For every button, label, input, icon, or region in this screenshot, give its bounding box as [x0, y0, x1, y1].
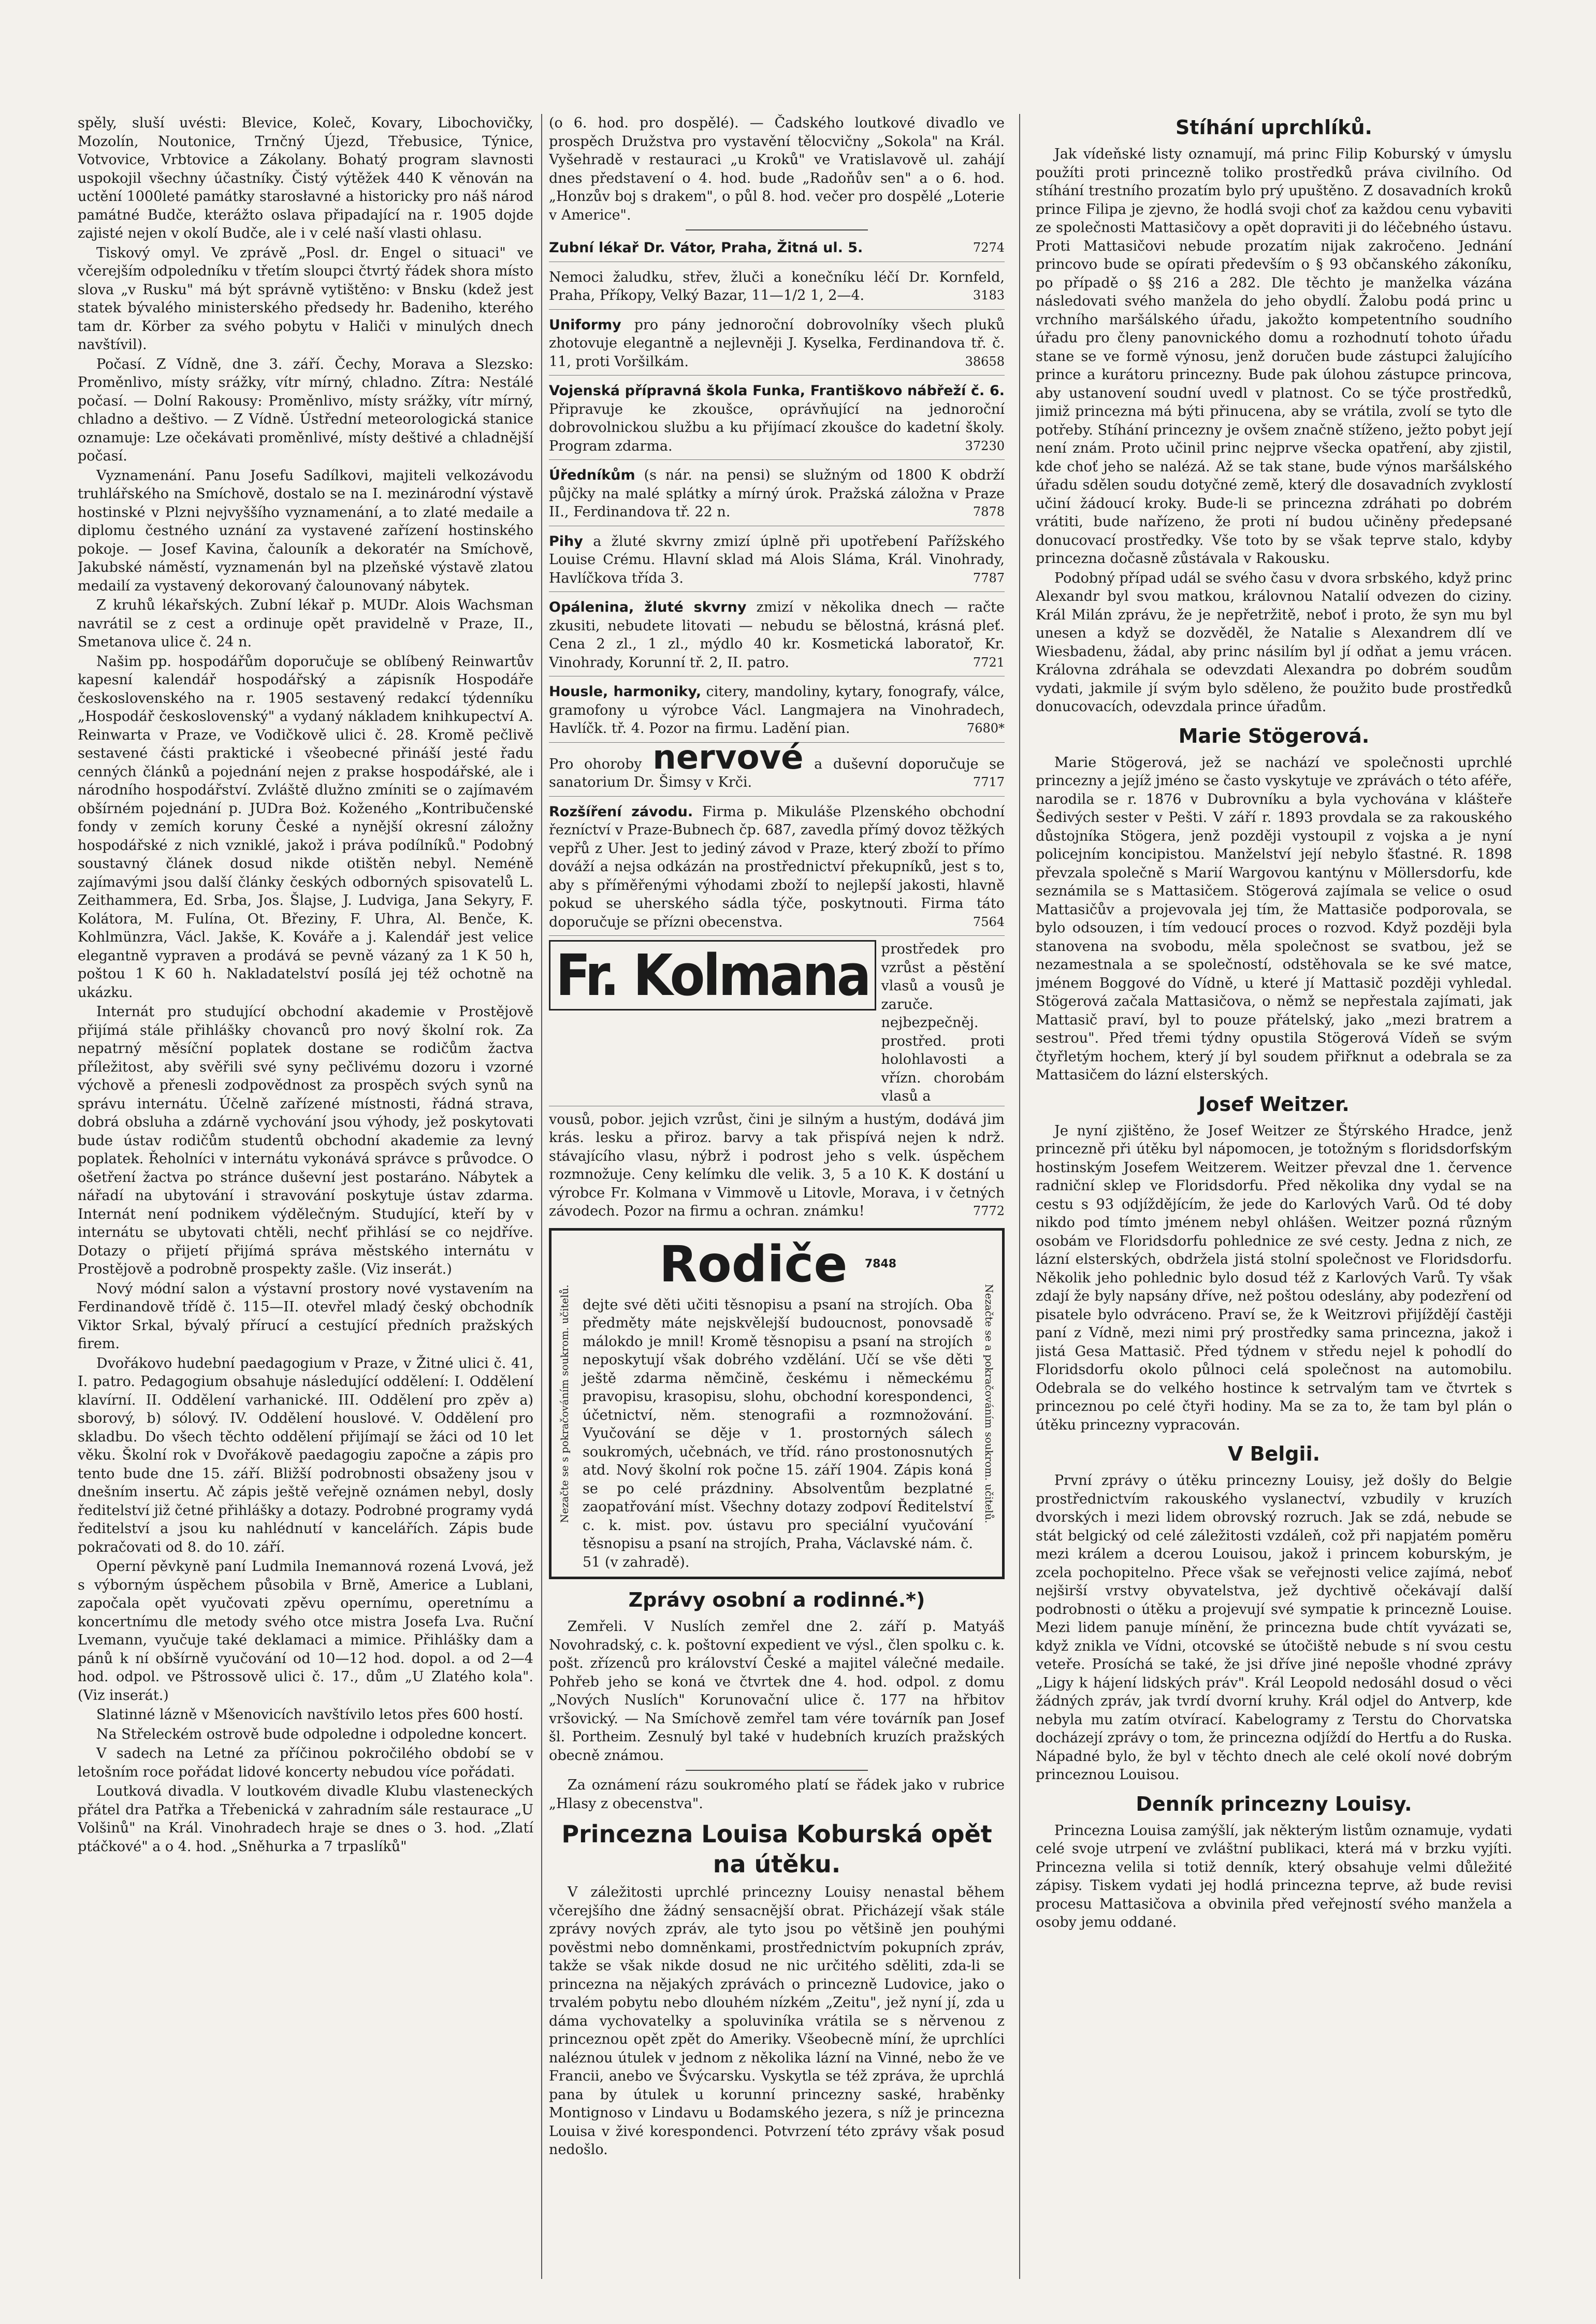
newspaper-page: [78, 114, 1548, 2279]
kolman-logo: Fr. Kolmana: [549, 940, 876, 1011]
section-heading: Stíhání uprchlíků.: [1176, 116, 1372, 139]
ad-number: 3183: [973, 288, 1005, 302]
ad-body: (s nár. na pensi) se služným od 1800 K obdrží půjčky na malé splátky a mírný úrok. Pražská záložna v Praze II., Ferdinandova tř. 22 n.: [549, 467, 1005, 520]
ad-number: 38658: [965, 354, 1005, 369]
news-paragraph: Jak vídeňské listy oznamují, má princ Filip Koburský v úmyslu použíti proti princezně toliko prostředků práva civilního. Od stíhání trestního prozatím bylo prý upuštěno. Z dosavadních kroků prince Filipa je zjevno, že hodlá svoji choť za každou cenu vybaviti ze společnosti Mattasičovy a opět dopraviti ji do léčebného ústavu. Proti Mattasičovi nebude prozatím nijak zakročeno. Jednání princovo bude se opírati především o § 93 občanského zákoníku, po případě o §§ 216 a 282. Dle těchto je manželka vázána následovati svého manžela do jeho obydlí. Žalobu podá princ u vrchního maršálského úřadu, jakožto kompetentního soudního úřadu pro členy panovnického domu a rozhodnutí tohoto úřadu stane se ve formě výnosu, jenž doručen bude zástupci žalujícího prince a kurátoru princezny. Bude pak úlohou zástupce princova, aby ustanovení soudní uvedl v platnost. Co se týče prostředků, jimiž princezna má býti přinucena, aby se vrátila, zvolí se tyto dle potřeby. Stíhání princezny je ovšem značně stíženo, ježto pobyt její není znám. Proto učinil princ nejprve všecka opatření, aby zjistil, kde choť jeho se nalézá. Až se tak stane, bude výnos maršálského úřadu sdělen soudu dotyčné země, který dle dosavadních zvyklostí učiní žádoucí kroky. Bude-li se princezna zdráhati po dobrém vrátiti, bude nařízeno, že proti ní budou učiněny předepsané donucovací prostředky. Vše toto by se však teprve stalo, kdyby princezna dočasně zůstávala v Rakousku.: [1036, 146, 1512, 567]
news-paragraph: spěly, sluší uvésti: Blevice, Koleč, Kovary, Libochovičky, Mozolín, Noutonice, Trnčný Újezd, Třebusice, Týnice, Votvovice, Vrbtovice a Zákolany. Bohatý program slavnosti uspokojil všechny účastníky. Čistý výtěžek 440 K věnován na uctění 1000leté památky starosłavné a historicky pro náš národ památné Budče, kterážto oslava připadající na r. 1905 dojde zajisté nejen v okolí Budče, ale i v celé naší vlasti ohlasu.: [78, 115, 533, 241]
ad-headline: nervové: [652, 738, 804, 777]
news-paragraph: Počasí. Z Vídně, dne 3. září. Čechy, Morava a Slezsko: Proměnlivo, místy srážky, vítr mírný, chladno. Zítra: Nestálé počasí. — Dolní Rakousy: Proměnlivo, místy srážky, vítr mírný, chladno a deštivo. — Z Vídně. Ústřední meteorologická stanice oznamuje: Lze očekávati proměnlivé, místy deštivé a chladnější počasí.: [78, 356, 533, 464]
rodice-side-text: Nezačte se s pokračováním soukrom. učitelů.: [558, 1284, 571, 1523]
advertisement: [549, 680, 1005, 743]
rodice-advertisement: [549, 1228, 1005, 1580]
rodice-title-text: Rodiče: [659, 1235, 848, 1293]
news-paragraph: Slatinné lázně v Mšenovicích navštívilo letos přes 600 hostí.: [96, 1707, 524, 1723]
news-paragraph: V sadech na Letné za příčinou pokročilého období se v letošním roce pořádat lidové koncerty nebudou více pořádati.: [78, 1745, 533, 1780]
advertisement: [549, 800, 1005, 936]
news-paragraph: Tiskový omyl. Ve zprávě „Posl. dr. Engel o situaci" ve včerejším odpoledníku v třetím sloupci čtvrtý řádek shora místo slova „v Rusku" má být správně vytištěno: v Bnsku (kdež jest statek bývalého ministerského předsedy hr. Badeniho, kterého tam dr. Körber za svého pobytu v Haliči v minulých dnech navštívil).: [78, 244, 533, 353]
ad-title: Housle, harmoniky,: [549, 684, 702, 700]
ad-number: 7274: [973, 240, 1005, 255]
kolman-advertisement: [549, 940, 1005, 1106]
rodice-side-text: Nezačte se a pokračováním soukrom. učitelů.: [983, 1283, 995, 1523]
section-heading: Zprávy osobní a rodinné.*): [628, 1589, 925, 1611]
ad-title: Vojenská přípravná škola Funka, Františkovo nábřeží č. 6.: [549, 383, 1005, 399]
news-paragraph: V záležitosti uprchlé princezny Louisy nenastal během včerejšího dne žádný sensacnější obrat. Přicházejí však stále zprávy nových zpráv, ale tyto jsou po většině jen pouhými pověstmi nebo domněnkami, prostřednictvím pokupních zpráv, takže se však nikde dosud ne nic určitého sděliti, zda-li se princezna na nějakých zprávách o princezně Ludovice, jako o trvalém pobytu nebo dlouhém nízkém „Zeitu", jež nyní jí, zda u dáma vychovatelky a spoluviníka vrátila se s něrvenou z princeznou opět zpět do Ameriky. Všeobecně míní, že uprchlíci naléznou útulek v jednom z několika lázní na Vinné, nebo že ve Francii, anebo ve Švýcarsku. Vyskytla se též zpráva, že uprchlá pana by útulek u korunní princezny saské, hraběnky Montignoso v Lindavu u Bodamského jezera, s níž je princezna Louisa v živé korespondenci. Potvrzení této zprávy však posud nedošlo.: [549, 1884, 1005, 2158]
ad-number: 7717: [973, 775, 1005, 789]
ad-number: 7848: [864, 1257, 897, 1271]
ad-title: Pihy: [549, 533, 583, 550]
separator: [686, 1770, 868, 1771]
news-paragraph: Našim pp. hospodářům doporučuje se oblíbený Reinwartův kapesní kalendář hospodářský a zápisník Hospodáře československého na r. 1905 sestavený redakcí týdenníku „Hospodář československý" a vydaný nákladem knihkupectví A. Reinwarta v Praze, ve Vodičkově ulici č. 28. Kromě pečlivě sestavené části praktické i všeobecné přináší jesté řadu cenných článků a pojednání nejen z prakse hospodářské, ale i národního hospodářství. Zvláště dlužno zmíniti se o zajímavém obšírném pojednání p. JUDra Boż. Koženého „Kontribučenské fondy v zemích koruny České a nynější okresní záložny hospodářské z nich vzniklé, jakož i práva podílníků." Podobný soustavný článek dosud nikde otištěn nebyl. Neméně zajímavými jsou další články českých odborných spisovatelů L. Zeithammera, Ed. Srba, Jos. Šlajse, J. Ludviga, Jana Sekyry, F. Kolátora, M. Fulína, Ot. Březiny, F. Uhra, Al. Benče, K. Kohlmünzra, Václ. Jakše, K. Kováře a j. Kalendář jest velice elegantně vypraven a prodává se pevně vázaný za 1 K 50 h, poštou 1 K 60 h. Nakladatelství posílá jej též ochotně na ukázku.: [78, 653, 533, 1001]
column-left: [78, 114, 533, 2279]
advertisement: [549, 738, 1005, 797]
ad-number: 7564: [973, 914, 1005, 929]
ad-body: Nemoci žaludku, střev, žluči a konečníku léčí Dr. Kornfeld, Praha, Příkopy, Velký Bazar, 11—1/2 1, 2—4.: [549, 269, 1005, 304]
section-heading: Princezna Louisa Koburská opět na útěku.: [561, 1820, 992, 1878]
separator: [686, 229, 868, 230]
ad-number: 7721: [973, 655, 1005, 670]
ad-number: 37230: [965, 438, 1005, 453]
ad-number: 7680*: [966, 721, 1005, 735]
news-paragraph: Z kruhů lékařských. Zubní lékař p. MUDr. Alois Wachsman navrátil se z cest a ordinuje opět pravidelně v Praze, II., Smetanova ulice č. 24 n.: [78, 597, 533, 650]
news-paragraph: Zemřeli. V Nuslích zemřel dne 2. září p. Matyáš Novohradský, c. k. poštovní expedient ve výsl., člen spolku c. k. pošt. zřízenců pro království České a majitel válečné medaile. Pohřeb jeho se koná ve čtvrtek dne 4. hod. odpol. z domu „Nových Nuslích" Korunovační ulice č. 177 na hřbitov vršovický. — Na Smíchově zemřel tam vére továrník pan Josef šl. Portheim. Zesnulý byl také v hudebních kruzích pražských obecně známou.: [549, 1619, 1005, 1764]
news-paragraph: Na Střeleckém ostrově bude odpoledne i odpoledne koncert.: [96, 1726, 527, 1742]
ad-body: a duševní doporučuje se sanatorium Dr. Šimsy v Krči.: [549, 756, 1005, 790]
advertisement: [549, 265, 1005, 310]
ad-title: Zubní lékař Dr. Vátor, Praha, Žitná ul. 5.: [549, 240, 863, 256]
ad-title: Rozšíření závodu.: [549, 803, 693, 820]
news-paragraph: Internát pro studující obchodní akademie v Prostějově přijímá stále přihlášky chovanců pro nový školní rok. Za nepatrný měsíční poplatek dostane se rodičům žactva příležitost, aby svěřili své syny pečlivému dozoru i vzorné výchově a přenesli zodpovědnost za prospěch svých synů na správu internátu. Účelně zařízené místnosti, řádná strava, dobrá obsluha a zdárně vychování jsou výhody, jež poskytovati bude ústav rodičům studentů obchodní akademie za levný poplatek. Řeholníci v internátu vykonává správce s průvodce. O ošetření žactva po stránce duševní jest postaráno. Nábytek a nářadí na ubytování i stravování poskytuje ústav zdarma. Internát není podnikem výdělečným. Studující, kteří by v internátu se ubytovati chtěli, nechť přihlásí se co nejdříve. Dotazy o přijetí přijímá správa městského internátu v Prostějově a podrobně prospekty zašle. (Viz inserát.): [78, 1004, 533, 1277]
news-paragraph: Podobný případ udál se svého času v dvora srbského, když princ Alexandr byl svou matkou, královnou Natalií odvezen do ciziny. Král Milán zprávu, že je nepřetržitě, neboť i proto, že syn mu byl unesen a když se dozvěděl, že Natalie s Alexandrem dlí ve Wiesbadenu, žádal, aby princ násilím byl jí odňat a jemu vrácen. Královna zdráhala se odevzdati Alexandra po dobrém soudům vydati, jakmile jí svým bylo sděleno, že použito bude prostředků donucovacích, odevzdala prince úřadům.: [1036, 570, 1512, 715]
news-paragraph: Vyznamenání. Panu Josefu Sadílkovi, majiteli velkozávodu truhlářského na Smíchově, dostalo se na I. mezinárodní výstavě hostinské v Plzni nejvyššího vyznamenání, a to zlaté medaile a diplomu čestného uznání za vystavené zařízení hostinského pokoje. — Josef Kavina, čalouník a dekoratér na Smíchově, Jakubské náměstí, vyznamenán byl na plzeňské výstavě zlatou medailí za vystavený dekorovaný čalounovaný nábytek.: [78, 467, 533, 594]
kolman-side-text: prostředek pro vzrůst a pěstění vlasů a vousů je zaruče. nejbezpečněj. prostřed. proti holohlavosti a vřízn. chorobám vlasů a: [881, 941, 1005, 1104]
section-heading: Josef Weitzer.: [1198, 1092, 1350, 1116]
advertisement: [549, 529, 1005, 593]
column-right: [1036, 114, 1512, 2279]
kolman-body: [549, 1110, 1005, 1221]
news-paragraph: Za oznámení rázu soukromého platí se řádek jako v rubrice „Hlasy z obecenstva".: [549, 1777, 1005, 1812]
advertisement: [549, 379, 1005, 460]
ad-number: 7878: [973, 504, 1005, 519]
column-rule: [1019, 114, 1020, 2279]
ad-body: pro pány jednoroční dobrovolníky všech pluků zhotovuje elegantně a nejlevněji J. Kyselka, Ferdinandova tř. č. 11, proti Voršilkám.: [549, 316, 1005, 370]
ad-number: 7772: [973, 1204, 1005, 1218]
news-paragraph: (o 6. hod. pro dospělé). — Čadského loutkové divadlo ve prospěch Družstva pro vystavění tělocvičny „Sokola" na Král. Vyšehradě v restauraci „u Kroků" ve Vratislavově ul. zahájí dnes představení o 4. hod. bude „Radoňův sen" a o 6. hod. „Honzův boj s drakem", o půl 8. hod. večer pro dospělé „Loterie v Americe".: [549, 115, 1005, 223]
section-heading: Denník princezny Louisy.: [1136, 1792, 1412, 1815]
ad-body: a žluté skvrny zmizí úplně při upotřebení Pařížského Louise Crému. Hlavní sklad má Alois Sláma, Král. Vinohrady, Havlíčkova třída 3.: [549, 533, 1005, 586]
news-paragraph: Princezna Louisa zamýšlí, jak některým listům oznamuje, vydati celé svoje utrpení ve zvláštní publikaci, která má v brzku vyjíti. Princezna velila si totiž denník, který obsahuje velmi důležité zápisy. Tiskem vydati jej hodlá princezna teprve, až bude revisi procesu Mattasičova a obvinila před veřejností svého manžela a osoby jemu oddané.: [1036, 1822, 1512, 1930]
news-paragraph: Operní pěvkyně paní Ludmila Inemannová rozená Lvová, jež s výborným úspěchem působila v Brně, Americe a Lublani, započala opět vyučovati zpěvu opernímu, operetnímu a koncertnímu dle metody svého otce mistra Josefa Lva. Ruční Lvemann, vyučuje také deklamaci a mimice. Přihlášky dam a pánů k ní obšírně vyučování od 10—12 hod. dopol. a od 2—4 hod. odpol. ve Pštrossově ulici č. 17., dům „U Zlatého kola". (Viz inserát.): [78, 1558, 533, 1704]
ad-title: Uniformy: [549, 316, 621, 333]
rodice-title: [583, 1236, 973, 1293]
rodice-body: dejte své děti učiti těsnopisu a psaní na strojích. Oba předměty máte nejskvělejší budoucnost, ponovsadě málokdo je mnil! Kromě těsnopisu a psaní na strojích neposkytují však dobrého vzdělání. Učí se vše děti ještě zdarma němčině, českému i německému pravopisu, krasopisu, slohu, obchodní korespondenci, účetnictví, něm. stenografii a rozmnožování. Vyučování se děje v 1. prostorných sálech soukromých, učebnách, ve tříd. ráno prostonosnutých atd. Nový školní rok počne 15. září 1904. Zápis koná se po celé prázdniny. Absolventům bezplatné zaopatřování míst. Všechny dotazy zodpoví Ředitelství c. k. mist. pov. ústavu pro speciální vyučování těsnopisu a psaní na strojích, Praha, Václavské nám. č. 51 (v zahradě).: [583, 1296, 973, 1570]
column-middle: [549, 114, 1005, 2279]
advertisement: [549, 463, 1005, 526]
column-rule: [541, 114, 542, 2279]
kolman-body-text: vousů, pobor. jejich vzrůst, čini je silným a hustým, dodává jim krás. lesku a přiroz. barvy a tak přispívá nejen k ndrž. stávajícího vlasu, nýbrž i podrost jeho s velk. úspěchem rozmnožuje. Ceny kelímku dle velik. 3, 5 a 10 K. K dostání u výrobce Fr. Kolmana v Vimmově u Litovle, Morava, i v četných závodech. Pozor na firmu a ochran. známku!: [549, 1111, 1005, 1219]
ad-body: zmizí v několika dnech — račte zkusiti, nebudete litovati — nebudu se bělostná, krásná pleť. Cena 2 zl., 1 zl., mýdlo 40 kr. Kosmetická laboratoř, Kr. Vinohrady, Korunní tř. 2, II. patro.: [549, 599, 1005, 671]
section-heading: V Belgii.: [1227, 1442, 1321, 1465]
ad-body: Firma p. Mikuláše Plzenského obchodní řezníctví v Praze-Bubnech čp. 687, zavedla přímý dovoz těžkých vepřů z Uher. Jest to jediný závod v Praze, který zboží to přímo dováží a nejsa odkázán na prostřednictví překupníků, jest s to, aby s příměřenými výhodami zboží to nejlepší jakosti, hlavně pokud se uherského sádla týče, poskytnouti. Firma táto doporučuje se přízni obecenstva.: [549, 803, 1005, 930]
news-paragraph: První zprávy o útěku princezny Louisy, jež došly do Belgie prostřednictvím rakouského vyslanectví, vzbudily v kruzích dvorských i mezi lidem obrovský rozruch. Jak se zdá, nebude se stát belgický od celé záležitosti vzdáleň, což při napjatém poměru mezi králem a dcerou Louisou, jakož i princem koburským, je zcela pochopitelno. Přece však se veřejnosti velice zajímá, neboť nejširší vrstvy obyvatelstva, jež dychtivě očekávají další podrobnosti o útěku a projevují své sympatie k princezně Louise. Mezi lidem panuje mínění, že princezna bude chtít vyvázati se, když znikla ve Vídni, otcovské se útočiště nebude s ní svou cestu veteře. Prosíchá se také, že jsi dříve jiné nepošle vhodné zprávy „Ligy k hájení lidských práv". Král Leopold nedosáhl dosud o věci žádných zpráv, jak tvrdí dvorní kruhy. Král odjel do Antverp, kde nebyla mu zatím otvírací. Kabelogramy z Terstu do Chorvatska docházejí zprávy o tom, že princezna odjíždí do Hertfu a do Ruska. Nápadné bylo, že byl v těchto dnech ale celé okolí nové dobrým princeznou Louisou.: [1036, 1473, 1512, 1783]
news-paragraph: Je nyní zjištěno, že Josef Weitzer ze Štýrského Hradce, jenž princezně při útěku byl nápomocen, je totožným s floridsdorfským hostinským Josefem Weitzerem. Weitzer převzal dne 1. července radniční sklep ve Floridsdorfu. Před několika dny vydal se na cestu s 93 odjíždějícím, že jede do Karlových Varů. Od té doby nikdo pod tímto jménem nebyl ohlášen. Weitzer pozná různým osobám ve Floridsdorfu pohlednice ze své cesty. Jedna z nich, ze lázní elsterských, obdržela jistá stolní společnost ve Floridsdorfu. Několik jeho pohlednic bylo dosud též z Karlových Varů. Ty však zdají že byly napsány dříve, než poštou odeslány, aby podezření od pisatele bylo odvráceno. Praví se, že k Weitzrovi přijíždějí častěji paní z Vídně, mezi nimi prý prostředky sama princezna, jakož i jistá Gesa Mattasič. Před týdnem v středu nejel k pohodlí do Floridsdorfu okolo půlnoci celá společnost na automobilu. Odebrala se do velkého hostince k setrvalým tam ve čtvrtek s princeznou po celé čtyři hodiny. Ma se za to, že tam byl plán o útěku princezny vypracován.: [1036, 1122, 1512, 1433]
ad-title: Opálenina, žluté skvrny: [549, 599, 747, 615]
advertisement: [549, 236, 1005, 262]
section-heading: Marie Stögerová.: [1178, 724, 1370, 747]
advertisement: [549, 313, 1005, 376]
news-paragraph: Loutková divadla. V loutkovém divadle Klubu vlasteneckých přátel dra Patřka a Třebenická v zahradním sále restaurace „U Volšinů" na Král. Vinohradech hraje se dnes o 3. hod. „Zlatí ptáčkové" a o 4. hod. „Sněhurka a 7 trpaslíků": [78, 1783, 533, 1855]
news-paragraph: Dvořákovo hudební paedagogium v Praze, v Žitné ulici č. 41, I. patro. Pedagogium obsahuje následující oddělení: I. Oddělení klavírní. II. Oddělení varhanické. III. Oddělení pro zpěv a) sborový, b) sólový. IV. Oddělení houslové. V. Oddělení pro skladbu. Do všech těchto oddělení přijímají se žáci od 10 let věku. Školní rok v Dvořákově paedagogiu započne a zápis pro tento bude dne 15. září. Bližší podrobnosti obsaženy jsou v dnešním insertu. Ač zápis ještě veřejně oznámen nebyl, dosly ředitelství již četné přihlášky a dotazy. Podrobné programy vydá ředitelství a jsou ku nahlédnutí v kancelářích. Zápis bude pokračovati od 8. do 10. září.: [78, 1355, 533, 1555]
ad-body: citery, mandoliny, kytary, fonografy, válce, gramofony u výrobce Václ. Langmajera na Vinohradech, Havlíčk. tř. 4. Pozor na firmu. Ladění pian.: [549, 684, 1005, 737]
ad-title: Pro ohoroby: [549, 756, 642, 772]
ad-title: Úředníkům: [549, 467, 635, 483]
advertisement: [549, 595, 1005, 676]
ad-number: 7787: [973, 570, 1005, 585]
news-paragraph: Marie Stögerová, jež se nachází ve společnosti uprchlé princezny a jejíž jméno se často vyskytuje ve zprávách o této aféře, narodila se r. 1876 v Dubrovníku a byla vychována v klášteře Šedivých sester v Pešti. V září r. 1893 provdala se za rakouského důstojníka Stögera, jenž později vystoupil z vojska a je nyní policejním koncipistou. Manželství její nebylo šťastné. R. 1898 převzala společně s Marií Wargovou kantýnu v Möllersdorfu, kde seznámila se s Mattasičem. Stögerová zajímala se velice o osud Mattasičův a projevovala jej tím, že Mattasiče podporovala, se bylo odsouzen, i tím vedoucí proces o rozvod. Když později byla stanovena na svobodu, měla společnost se svatbou, jež se nezamestnala a se společností, odstěhovala se ke své matce, jménem Boggové do Vídně, u které jí Mattasič později vyhledal. Stögerová začala Mattasičova, o němž se nepřestala zajímati, jak Mattasič praví, byl to pouze přátelský, jako „mezi bratrem a sestrou". Před třemi týdny opustila Stögerová Vídeň se svým čtyřletým hochem, který jí byl soudem přiřknut a odebrala se za Mattasičem do lázní elsterských.: [1036, 754, 1512, 1083]
ad-body: Připravuje ke zkoušce, oprávňující na jednoroční dobrovolnickou službu a ku přijímací zkoušce do kadetní školy. Program zdarma.: [549, 401, 1005, 454]
news-paragraph: Nový módní salon a výstavní prostory nové vystavením na Ferdinandově třídě č. 115—II. otevřel mladý český obchodník Viktor Srkal, bývalý přírucí a cestující předních pražských firem.: [78, 1280, 533, 1352]
